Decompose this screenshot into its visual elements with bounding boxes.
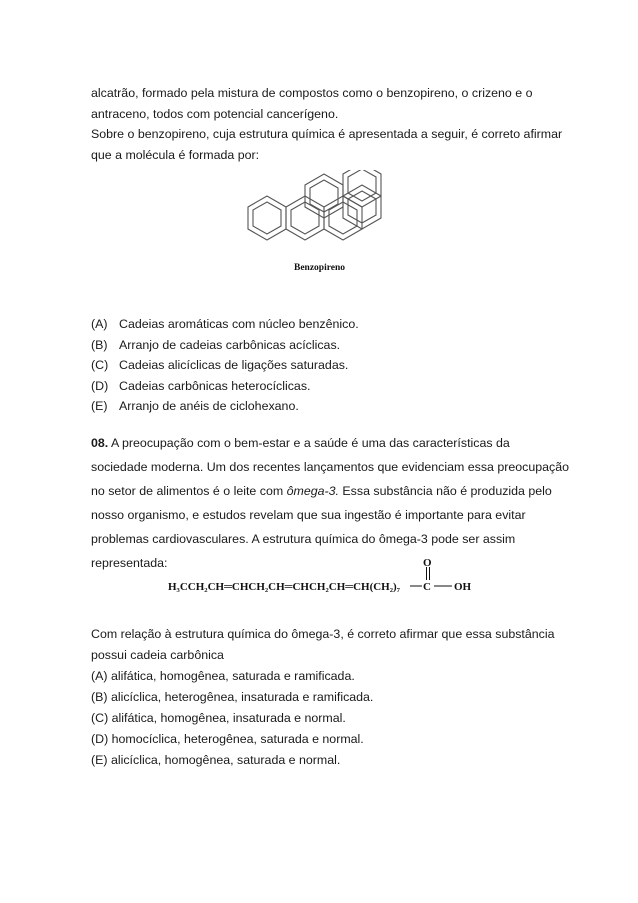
q07-option-a xyxy=(91,317,359,332)
q07-intro-line-2: antraceno, todos com potencial cancerígeno. xyxy=(91,107,339,121)
q07-option-e xyxy=(91,399,299,414)
q07-intro-line-3: Sobre o benzopireno, cuja estrutura química é apresentada a seguir, é correto afirmar xyxy=(91,127,563,141)
formula-oxygen: O xyxy=(423,558,432,569)
option-letter: (B) xyxy=(91,338,108,352)
omega-3-term: ômega-3. xyxy=(286,484,339,498)
option-text: Cadeias aromáticas com núcleo benzênico. xyxy=(119,317,359,331)
formula-carbon: C xyxy=(423,581,431,593)
q07-option-d xyxy=(91,379,310,394)
option-letter: (A) xyxy=(91,317,108,331)
option-text: Arranjo de cadeias carbônicas acíclicas. xyxy=(119,338,341,352)
q08-line-4: nosso organismo, e estudos revelam que sua ingestão é importante para evitar xyxy=(91,508,526,522)
q08-line-3-after: Essa substância não é produzida pelo xyxy=(338,484,552,498)
q08-line-6: representada: xyxy=(91,556,168,570)
formula-chain: H₃CCH₂CH═CHCH₂CH═CHCH₂CH═CH(CH₂)₇ xyxy=(168,581,400,593)
option-text: Cadeias carbônicas heterocíclicas. xyxy=(119,379,311,393)
benzene-rings xyxy=(248,170,381,240)
option-letter: (D) xyxy=(91,379,109,393)
question-number: 08. xyxy=(91,436,109,450)
q08-line-1-text: A preocupação com o bem-estar e a saúde é uma das características da xyxy=(108,436,510,450)
q08-line-3-before: no setor de alimentos é o leite com xyxy=(91,484,287,498)
q08-line-1 xyxy=(91,436,510,451)
q08-option-d: (D) homocíclica, heterogênea, saturada e normal. xyxy=(91,732,364,746)
option-letter: (C) xyxy=(91,358,109,372)
q08-option-a: (A) alifática, homogênea, saturada e ramificada. xyxy=(91,669,355,683)
q07-option-b xyxy=(91,338,340,353)
q08-option-c: (C) alifática, homogênea, insaturada e normal. xyxy=(91,711,346,725)
q08-after-line-1: Com relação à estrutura química do ômega-3, é correto afirmar que essa substância xyxy=(91,627,555,641)
q08-line-5: problemas cardiovasculares. A estrutura química do ômega-3 pode ser assim xyxy=(91,532,516,546)
benzopyrene-structure xyxy=(236,170,406,280)
option-text: Arranjo de anéis de ciclohexano. xyxy=(119,399,299,413)
option-text: Cadeias alicíclicas de ligações saturadas. xyxy=(119,358,349,372)
q07-intro-line-4: que a molécula é formada por: xyxy=(91,148,260,162)
formula-hydroxyl: OH xyxy=(454,581,472,593)
option-letter: (E) xyxy=(91,399,108,413)
q08-line-2: sociedade moderna. Um dos recentes lançamentos que evidenciam essa preocupação xyxy=(91,460,570,474)
q08-after-line-2: possui cadeia carbônica xyxy=(91,648,224,662)
q08-line-3 xyxy=(91,484,552,499)
q07-intro-line-1: alcatrão, formado pela mistura de compostos como o benzopireno, o crizeno e o xyxy=(91,86,533,100)
q07-option-c xyxy=(91,358,348,373)
benzopyrene-caption: Benzopireno xyxy=(294,263,346,273)
omega-3-formula xyxy=(160,558,490,600)
q08-option-e: (E) alicíclica, homogênea, saturada e normal. xyxy=(91,753,341,767)
q08-option-b: (B) alicíclica, heterogênea, insaturada e ramificada. xyxy=(91,690,374,704)
